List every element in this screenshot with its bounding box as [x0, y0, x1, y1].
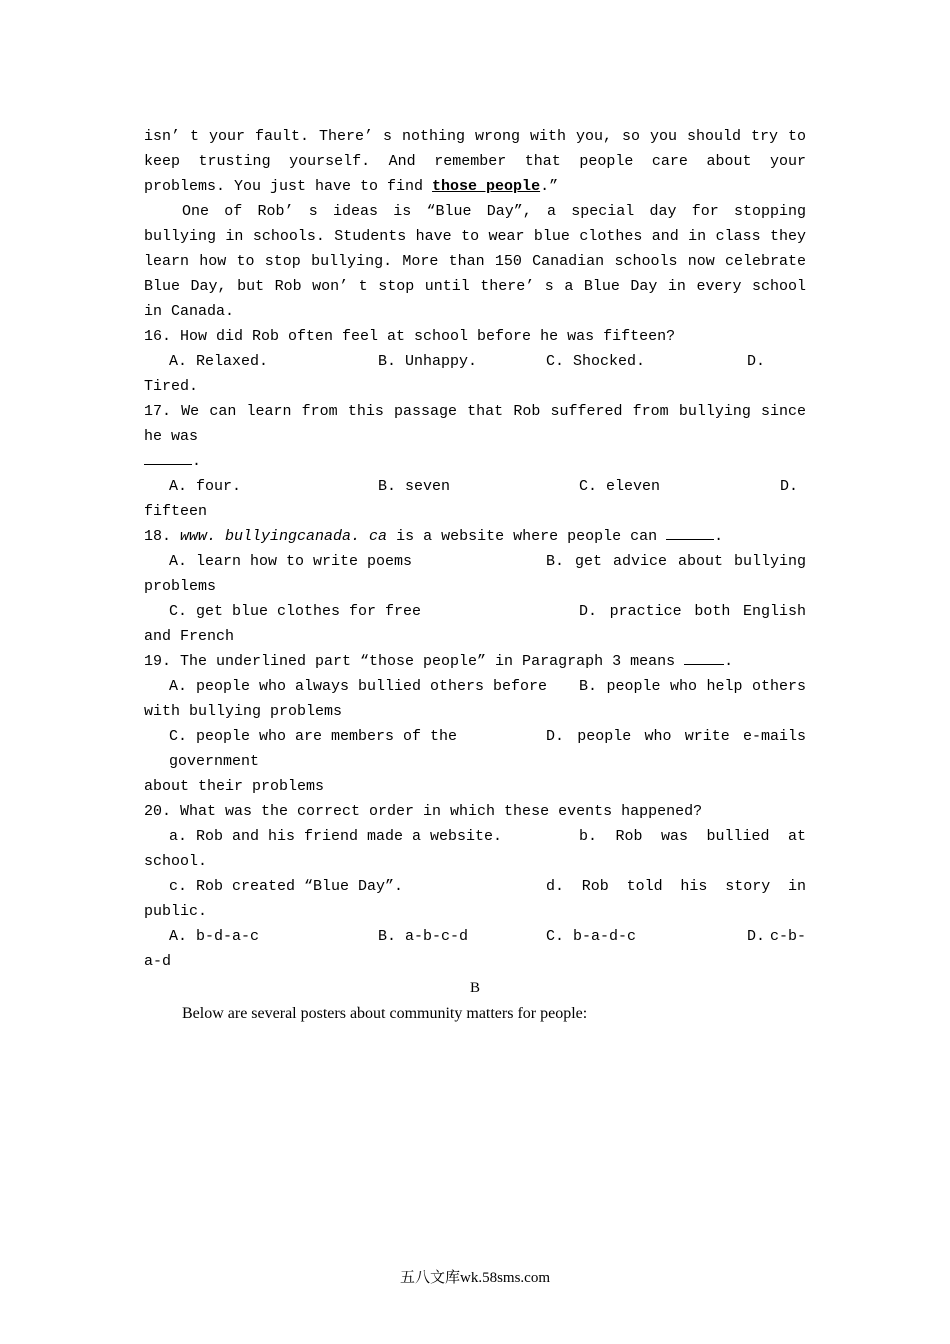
question-17-options: [144, 474, 806, 499]
section-intro: Below are several posters about community matters for people:: [182, 1005, 588, 1022]
question-19-stem: 19. The underlined part “those people” in Paragraph 3 means .: [144, 649, 806, 674]
answer-blank: [144, 450, 192, 465]
event-d-wrap: public.: [144, 903, 208, 920]
event-c: c. Rob created “Blue Day”.: [169, 878, 404, 895]
question-18-options-row2: [144, 599, 806, 624]
website-url: www. bullyingcanada. ca: [180, 528, 388, 545]
option-b: B. a-b-c-d: [378, 928, 469, 945]
paragraph-blue-day: One of Rob’ s ideas is “Blue Day”, a special day for stopping bullying in schools. Students have to wear blue clothes and in class they learn how to stop bullying. More than 150 Canadian schools now celebrate Blue Day, but Rob won’ t stop until there’ s a Blue Day in every school in Canada.: [144, 203, 806, 320]
section-heading: B: [469, 980, 480, 996]
option-d: D. people who write e-mails: [546, 728, 806, 745]
question-16-options: [144, 349, 806, 374]
option-d-wrap: Tired.: [144, 378, 199, 395]
underlined-phrase: those people: [432, 178, 541, 195]
option-c: C. people who are members of the government: [169, 728, 458, 770]
option-a: A. Relaxed.: [169, 353, 269, 370]
option-d: D. practice both English: [579, 603, 806, 620]
question-17-blank-line: .: [144, 449, 806, 474]
question-17-stem: 17. We can learn from this passage that Rob suffered from bullying since he was: [144, 403, 806, 445]
option-a: A. learn how to write poems: [169, 553, 413, 570]
option-b: B. people who help others: [579, 678, 806, 695]
question-20-events-row2: [144, 874, 806, 899]
question-20-stem: 20. What was the correct order in which these events happened?: [144, 803, 703, 820]
document-page: [144, 124, 806, 1026]
option-d: D.: [780, 478, 799, 495]
footer-watermark: 五八文库wk.58sms.com: [399, 1270, 550, 1286]
question-20-events-row1: [144, 824, 806, 849]
option-d-wrap: a-d: [144, 953, 172, 970]
option-c: C. eleven: [579, 478, 661, 495]
event-d: d. Rob told his story in: [546, 878, 806, 895]
event-b-wrap: school.: [144, 853, 208, 870]
option-c: C. b-a-d-c: [546, 928, 637, 945]
option-d: D. c-b-: [747, 928, 806, 945]
option-b: B. Unhappy.: [378, 353, 478, 370]
option-d: D.: [747, 353, 766, 370]
option-a: A. four.: [169, 478, 242, 495]
answer-blank: [666, 525, 714, 540]
option-a: A. b-d-a-c: [169, 928, 260, 945]
question-18-options-row1: [144, 549, 806, 574]
option-b: B. get advice about bullying: [546, 553, 806, 570]
event-b: b. Rob was bullied at: [579, 828, 806, 845]
question-19-options-row1: [144, 674, 806, 699]
option-d-wrap: and French: [144, 628, 235, 645]
option-b-wrap: problems: [144, 578, 217, 595]
question-19-options-row2: [144, 724, 806, 774]
option-a: A. people who always bullied others before: [169, 678, 548, 695]
option-b-wrap: with bullying problems: [144, 703, 343, 720]
question-20-options: [144, 924, 806, 949]
question-18-stem: 18. www. bullyingcanada. ca is a website where people can .: [144, 524, 806, 549]
option-c: C. get blue clothes for free: [169, 603, 422, 620]
option-d-wrap: about their problems: [144, 778, 325, 795]
answer-blank: [684, 650, 724, 665]
option-c: C. Shocked.: [546, 353, 646, 370]
option-b: B. seven: [378, 478, 451, 495]
paragraph-continued: isn’ t your fault. There’ s nothing wrong with you, so you should try to keep trusting yourself. And remember that people care about your problems. You just have to find those people.”: [144, 128, 806, 195]
question-16-stem: 16. How did Rob often feel at school before he was fifteen?: [144, 328, 676, 345]
event-a: a. Rob and his friend made a website.: [169, 828, 503, 845]
option-d-wrap: fifteen: [144, 503, 208, 520]
